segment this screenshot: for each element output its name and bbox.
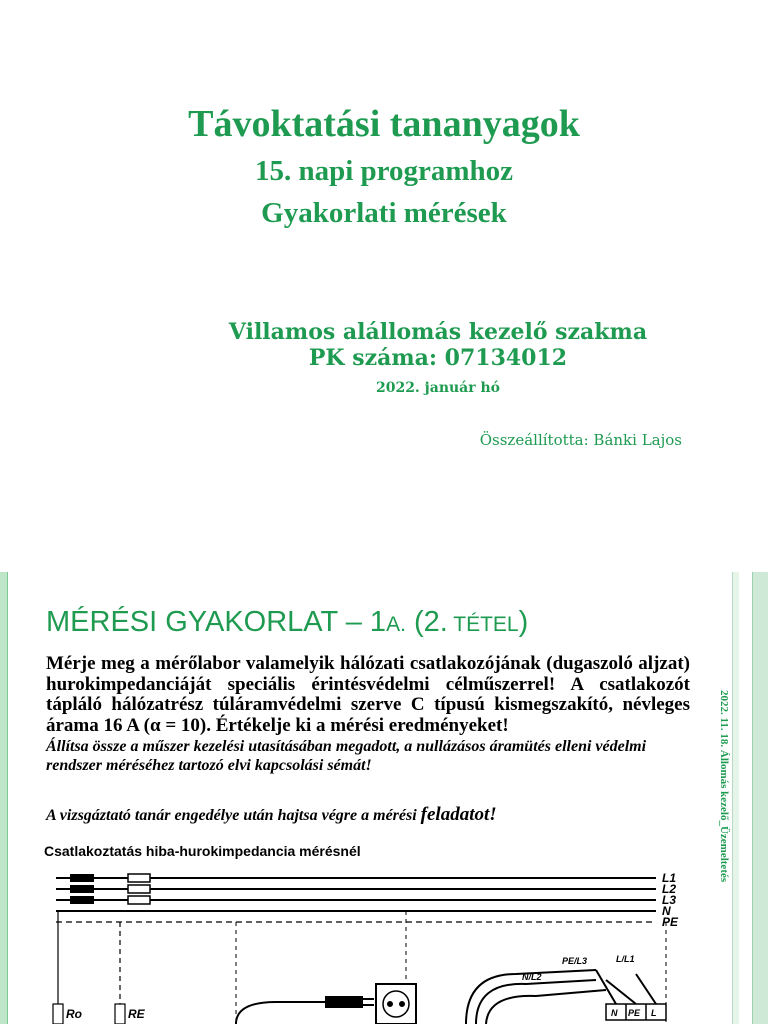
instruction-1: Állítsa össze a műszer kezelési utasításában megadott, a nullázásos áramütés elleni védelmi rendszer méréséhez tartozó elvi kapcsolási sémát! bbox=[46, 738, 647, 774]
label-l3: L3 bbox=[662, 893, 677, 907]
slide-title-paren: (2. bbox=[405, 606, 448, 638]
circuit-diagram bbox=[36, 834, 696, 1024]
slide-title bbox=[46, 606, 528, 639]
terminal-label-l: L bbox=[651, 1008, 657, 1018]
label-ro: Ro bbox=[66, 1007, 82, 1021]
terminal-label-pe: PE bbox=[628, 1008, 641, 1018]
probe-label-pe-l3: PE/L3 bbox=[562, 956, 588, 966]
slide-title-letter: A. bbox=[386, 613, 406, 636]
pk-number: PK száma: 07134012 bbox=[308, 345, 568, 371]
cover-subtitle-2: Gyakorlati mérések bbox=[261, 197, 507, 229]
probe-label-l-l1: L/L1 bbox=[616, 954, 635, 964]
label-n: N bbox=[662, 904, 671, 918]
instruction-2-text: A vizsgáztató tanár engedélye után hajtsa végre a mérési bbox=[46, 807, 421, 824]
diagram-caption: Csatlakoztatás hiba-hurokimpedancia mérésnél bbox=[44, 843, 361, 859]
source-block-l3 bbox=[70, 896, 94, 904]
slide-title-main: MÉRÉSI GYAKORLAT – 1 bbox=[46, 606, 387, 638]
source-block-l1 bbox=[70, 874, 94, 882]
task-description: Mérje meg a mérőlabor valamelyik hálózati csatlakozójának (dugaszoló aljzat) hurokimpedanciáját speciális érintésvédelmi célműszerrel! A csatlakozót tápláló hálózatrész túláramvédelmi szerve C típusú kismegszakító, névleges árama 16 A (α = 10). Értékelje ki a mérési eredményeket! bbox=[46, 653, 690, 736]
instruction-2-emphasis: feladatot! bbox=[420, 804, 497, 825]
probe-label-n-l2: N/L2 bbox=[522, 972, 542, 982]
label-pe: PE bbox=[662, 915, 679, 929]
slide-left-border bbox=[0, 572, 8, 1024]
author-credit: Összeállította: Bánki Lajos bbox=[479, 431, 682, 449]
cover-title: Távoktatási tananyagok bbox=[188, 103, 580, 145]
slide-title-close: ) bbox=[518, 606, 529, 638]
source-block-l2 bbox=[70, 885, 94, 893]
cover-date: 2022. január hó bbox=[375, 380, 501, 396]
trade-name: Villamos alállomás kezelő szakma bbox=[228, 319, 648, 345]
socket-outlet bbox=[376, 984, 416, 1024]
terminal-label-n: N bbox=[611, 1008, 618, 1018]
label-l1: L1 bbox=[662, 871, 677, 885]
slide-right-stripe bbox=[732, 572, 739, 1024]
label-re: RE bbox=[128, 1007, 145, 1021]
slide-right-border bbox=[752, 572, 768, 1024]
instruction-2 bbox=[46, 806, 696, 825]
slide-title-tetel: TÉTEL bbox=[447, 613, 519, 636]
slide-page bbox=[0, 572, 768, 1024]
side-date-label: 2022. 11. 18. Állomás kezelő_Üzemeltetés bbox=[718, 690, 730, 883]
cover-subtitle-1: 15. napi programhoz bbox=[254, 155, 514, 187]
label-l2: L2 bbox=[662, 882, 677, 896]
